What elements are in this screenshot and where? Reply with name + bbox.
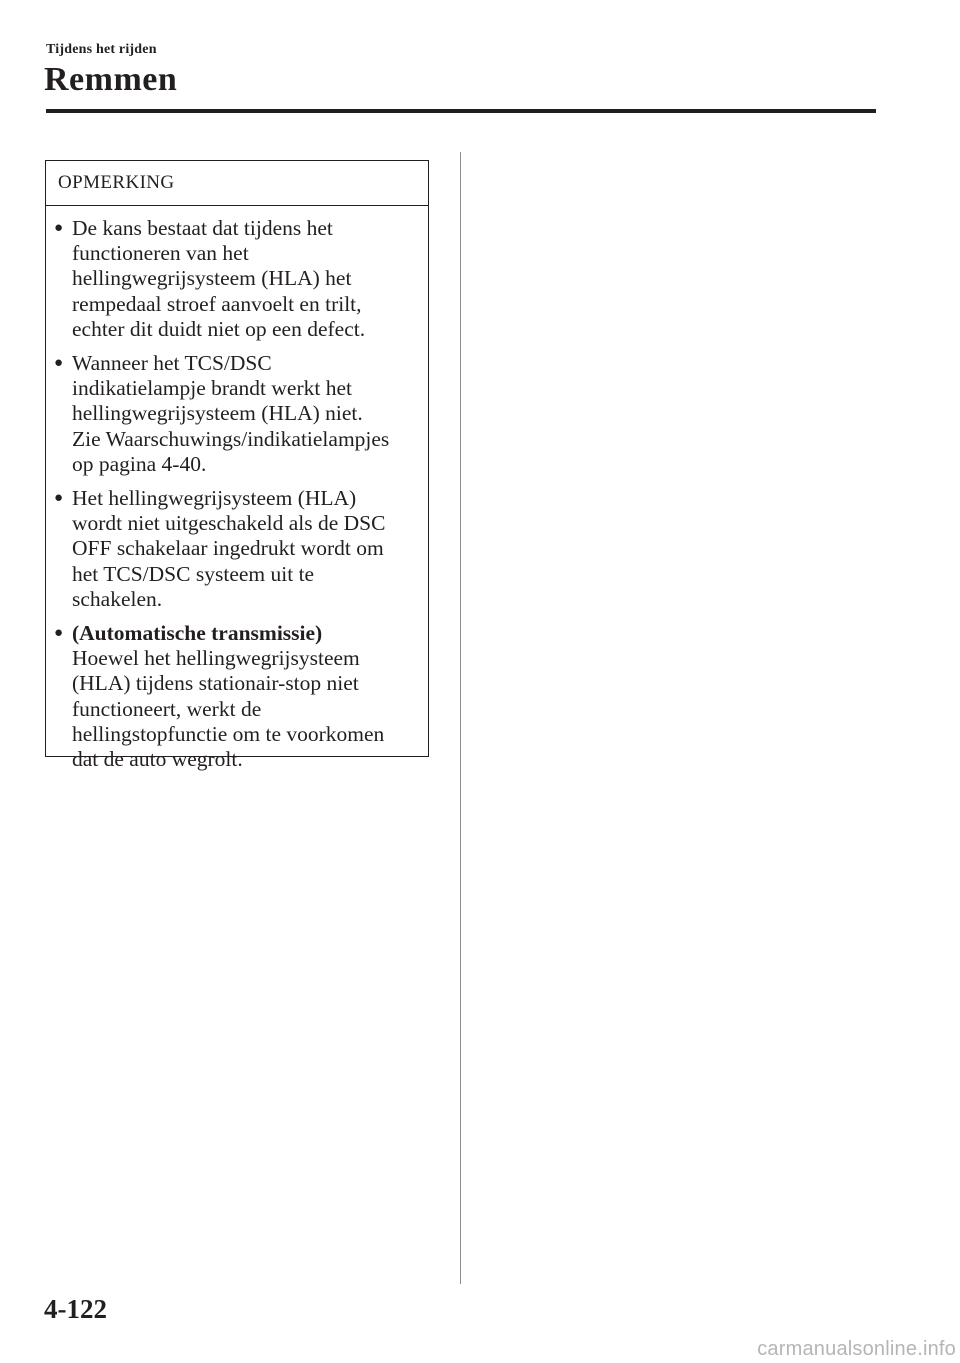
- note-item-text: Wanneer het TCS/DSC indikatielampje brandt werkt het hellingwegrijsysteem (HLA) niet. Zie Waarschuwings/indikatielampjes op pagina 4-40.: [72, 351, 390, 476]
- section-label: Tijdens het rijden: [46, 42, 157, 57]
- note-item-text: Hoewel het hellingwegrijsysteem (HLA) tijdens stationair-stop niet functioneert, werkt de hellingstopfunctie om te voorkomen dat de auto wegrolt.: [72, 646, 385, 772]
- note-item: [54, 351, 420, 477]
- chapter-title: Remmen: [44, 61, 178, 98]
- note-item-heading: (Automatische transmissie): [72, 621, 323, 646]
- note-item-text: Het hellingwegrijsysteem (HLA) wordt niet uitgeschakeld als de DSC OFF schakelaar ingedrukt wordt om het TCS/DSC systeem uit te schakelen.: [72, 486, 386, 611]
- note-title: OPMERKING: [46, 161, 428, 206]
- note-list: [46, 206, 428, 772]
- note-item: [54, 621, 420, 772]
- note-item-text: De kans bestaat dat tijdens het functioneren van het hellingwegrijsysteem (HLA) het rempedaal stroef aanvoelt en trilt, echter dit duidt niet op een defect.: [72, 216, 366, 341]
- bullet-icon: ●: [54, 625, 64, 642]
- watermark: carmanualsonline.info: [757, 1338, 956, 1360]
- note-box: [45, 160, 429, 772]
- note-item: [54, 216, 420, 342]
- column-divider: [460, 152, 461, 1284]
- bullet-icon: ●: [54, 490, 64, 507]
- bullet-icon: ●: [54, 220, 64, 236]
- note-item: [54, 486, 420, 612]
- title-rule: [46, 109, 876, 113]
- bullet-icon: ●: [54, 355, 64, 372]
- page-number: 4-122: [44, 1294, 107, 1324]
